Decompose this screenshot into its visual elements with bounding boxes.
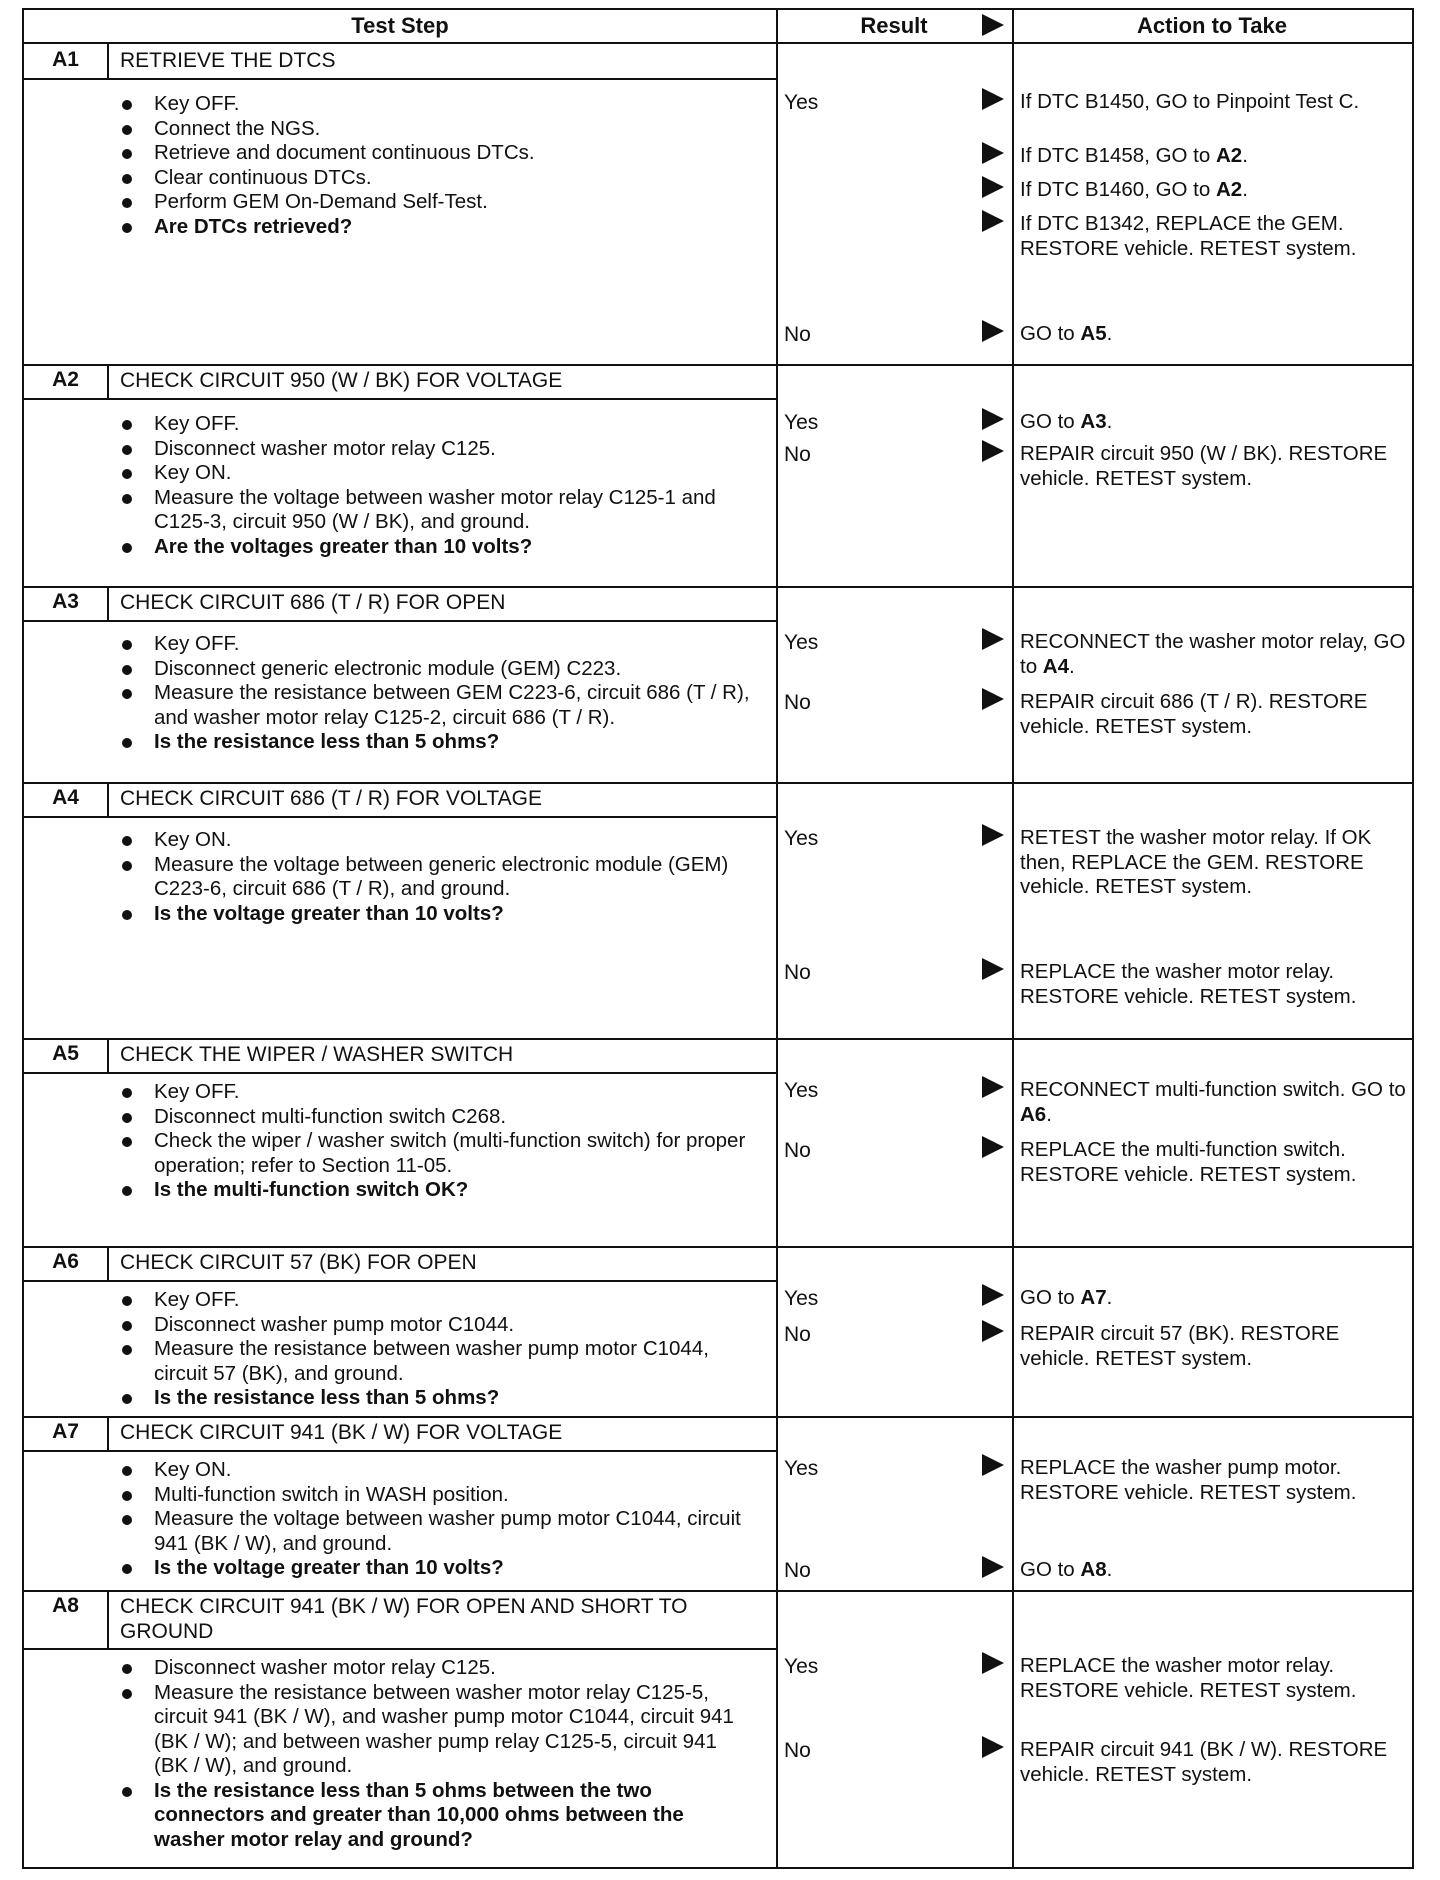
- step-id: A7: [52, 1420, 79, 1443]
- step-id-divider: [107, 364, 109, 398]
- action-step-ref: A8: [1080, 1558, 1107, 1581]
- step-instruction: Measure the voltage between washer pump motor C1044, circuit 941 (BK / W), and ground.: [112, 1507, 752, 1556]
- row-divider: [24, 364, 1412, 366]
- result-yes: Yes: [784, 631, 819, 654]
- action-text: REPLACE the washer pump motor. RESTORE vehicle. RETEST system.: [1020, 1456, 1357, 1504]
- step-instruction: Key OFF.: [112, 92, 752, 117]
- step-instruction: Clear continuous DTCs.: [112, 166, 752, 191]
- title-divider: [24, 1072, 776, 1074]
- action-text: REPLACE the washer motor relay. RESTORE vehicle. RETEST system.: [1020, 1654, 1357, 1702]
- step-instruction: Key OFF.: [112, 412, 752, 437]
- step-id: A4: [52, 786, 79, 809]
- header-result-label: Result: [860, 13, 928, 38]
- result-no: No: [784, 443, 811, 466]
- result-no: No: [784, 1323, 811, 1346]
- arrow-right-icon: [982, 824, 1004, 846]
- step-instruction: Key OFF.: [112, 1288, 752, 1313]
- step-instruction: Key ON.: [112, 1458, 752, 1483]
- step-instruction: Key OFF.: [112, 632, 752, 657]
- result-yes: Yes: [784, 91, 819, 114]
- step-id: A8: [52, 1594, 79, 1617]
- step-title: CHECK CIRCUIT 941 (BK / W) FOR VOLTAGE: [120, 1421, 563, 1444]
- step-instruction: Measure the voltage between washer motor relay C125-1 and C125-3, circuit 950 (W / BK), and ground.: [112, 486, 752, 535]
- step-instruction: Multi-function switch in WASH position.: [112, 1483, 752, 1508]
- arrow-right-icon: [982, 320, 1004, 342]
- step-instructions: [112, 92, 752, 239]
- step-id-divider: [107, 1590, 109, 1648]
- step-question: Is the resistance less than 5 ohms?: [112, 730, 752, 755]
- result-yes: Yes: [784, 1079, 819, 1102]
- step-instruction: Measure the resistance between washer motor relay C125-5, circuit 941 (BK / W), and washer pump motor C1044, circuit 941 (BK / W); and between washer pump relay C125-5, circuit 941 (BK / W), and ground.: [112, 1681, 752, 1779]
- step-instructions: [112, 1656, 752, 1852]
- result-yes: Yes: [784, 1655, 819, 1678]
- action-step-ref: A4: [1042, 654, 1070, 678]
- step-instruction: Key ON.: [112, 461, 752, 486]
- step-question: Are DTCs retrieved?: [112, 215, 752, 240]
- step-id-divider: [107, 782, 109, 816]
- arrow-right-icon: [982, 1136, 1004, 1158]
- action-text: RECONNECT the washer motor relay, GO to A4.: [1020, 630, 1406, 678]
- action-text: REPAIR circuit 950 (W / BK). RESTORE vehicle. RETEST system.: [1020, 442, 1388, 490]
- step-instruction: Disconnect washer pump motor C1044.: [112, 1313, 752, 1338]
- arrow-right-icon: [982, 958, 1004, 980]
- step-id-divider: [107, 1416, 109, 1450]
- result-no: No: [784, 1559, 811, 1582]
- arrow-right-icon: [982, 1652, 1004, 1674]
- action-text: REPAIR circuit 57 (BK). RESTORE vehicle. RETEST system.: [1020, 1322, 1340, 1370]
- arrow-right-icon: [982, 1736, 1004, 1758]
- step-question: Is the resistance less than 5 ohms between the two connectors and greater than 10,000 ohms between the washer motor relay and ground?: [112, 1779, 752, 1853]
- action-step-ref: A7: [1080, 1286, 1107, 1309]
- test-step-a3: [24, 586, 1412, 782]
- arrow-right-icon: [982, 176, 1004, 198]
- step-question: Are the voltages greater than 10 volts?: [112, 535, 752, 560]
- action-text: If DTC B1458, GO to A2.: [1020, 144, 1248, 167]
- test-step-a2: [24, 364, 1412, 586]
- arrow-right-icon: [982, 1320, 1004, 1342]
- action-text: REPAIR circuit 686 (T / R). RESTORE vehicle. RETEST system.: [1020, 690, 1368, 738]
- header-test-step: Test Step: [24, 10, 776, 44]
- action-text: REPLACE the multi-function switch. RESTORE vehicle. RETEST system.: [1020, 1138, 1357, 1186]
- result-yes: Yes: [784, 411, 819, 434]
- step-title: CHECK CIRCUIT 950 (W / BK) FOR VOLTAGE: [120, 369, 563, 392]
- result-no: No: [784, 323, 811, 346]
- action-text: RETEST the washer motor relay. If OK then, REPLACE the GEM. RESTORE vehicle. RETEST system.: [1020, 826, 1372, 898]
- step-id: A2: [52, 368, 79, 391]
- step-id: A5: [52, 1042, 79, 1065]
- step-instruction: Disconnect generic electronic module (GEM) C223.: [112, 657, 752, 682]
- step-id: A1: [52, 48, 79, 71]
- step-id-divider: [107, 1038, 109, 1072]
- action-text: If DTC B1450, GO to Pinpoint Test C.: [1020, 90, 1360, 113]
- action-step-ref: A5: [1080, 322, 1107, 345]
- test-step-a8: [24, 1590, 1412, 1867]
- step-id-divider: [107, 1246, 109, 1280]
- step-title: CHECK CIRCUIT 941 (BK / W) FOR OPEN AND SHORT TO GROUND: [120, 1595, 688, 1643]
- step-id: A6: [52, 1250, 79, 1273]
- test-step-a7: [24, 1416, 1412, 1590]
- action-text: REPAIR circuit 941 (BK / W). RESTORE vehicle. RETEST system.: [1020, 1738, 1388, 1786]
- action-text: GO to A3.: [1020, 410, 1113, 433]
- step-instruction: Disconnect washer motor relay C125.: [112, 1656, 752, 1681]
- action-text: GO to A5.: [1020, 322, 1113, 345]
- title-divider: [24, 1450, 776, 1452]
- row-divider: [24, 1590, 1412, 1592]
- arrow-right-icon: [982, 688, 1004, 710]
- action-text: If DTC B1460, GO to A2.: [1020, 178, 1248, 201]
- step-instruction: Disconnect multi-function switch C268.: [112, 1105, 752, 1130]
- result-no: No: [784, 1739, 811, 1762]
- title-divider: [24, 1280, 776, 1282]
- title-divider: [24, 398, 776, 400]
- step-instruction: Retrieve and document continuous DTCs.: [112, 141, 752, 166]
- step-instruction: Measure the resistance between GEM C223-6, circuit 686 (T / R), and washer motor relay C125-2, circuit 686 (T / R).: [112, 681, 752, 730]
- action-text: If DTC B1342, REPLACE the GEM. RESTORE vehicle. RETEST system.: [1020, 212, 1357, 260]
- step-instruction: Measure the voltage between generic electronic module (GEM) C223-6, circuit 686 (T / R), and ground.: [112, 853, 752, 902]
- step-question: Is the voltage greater than 10 volts?: [112, 1556, 752, 1581]
- test-step-a4: [24, 782, 1412, 1038]
- step-instructions: [112, 1458, 752, 1581]
- arrow-right-icon: [982, 1284, 1004, 1306]
- step-question: Is the multi-function switch OK?: [112, 1178, 752, 1203]
- title-divider: [24, 620, 776, 622]
- result-no: No: [784, 1139, 811, 1162]
- step-title: CHECK CIRCUIT 686 (T / R) FOR VOLTAGE: [120, 787, 543, 810]
- arrow-right-icon: [982, 1454, 1004, 1476]
- action-text: REPLACE the washer motor relay. RESTORE vehicle. RETEST system.: [1020, 960, 1357, 1008]
- test-step-a5: [24, 1038, 1412, 1246]
- step-instructions: [112, 1288, 752, 1411]
- arrow-right-icon: [982, 1076, 1004, 1098]
- step-instructions: [112, 632, 752, 755]
- row-divider: [24, 1416, 1412, 1418]
- action-step-ref: A6: [1020, 1102, 1047, 1126]
- row-divider: [24, 1246, 1412, 1248]
- arrow-right-icon: [982, 142, 1004, 164]
- result-yes: Yes: [784, 1287, 819, 1310]
- step-instruction: Perform GEM On-Demand Self-Test.: [112, 190, 752, 215]
- step-id: A3: [52, 590, 79, 613]
- row-divider: [24, 1038, 1412, 1040]
- step-instruction: Disconnect washer motor relay C125.: [112, 437, 752, 462]
- action-step-ref: A2: [1215, 144, 1243, 167]
- action-step-ref: A3: [1080, 410, 1107, 433]
- result-yes: Yes: [784, 827, 819, 850]
- action-text: GO to A7.: [1020, 1286, 1113, 1309]
- action-text: GO to A8.: [1020, 1558, 1113, 1581]
- action-text: RECONNECT multi-function switch. GO to A6.: [1020, 1078, 1406, 1126]
- test-step-a6: [24, 1246, 1412, 1416]
- title-divider: [24, 78, 776, 80]
- step-instruction: Measure the resistance between washer pump motor C1044, circuit 57 (BK), and ground.: [112, 1337, 752, 1386]
- test-step-a1: [24, 44, 1412, 364]
- step-instruction: Check the wiper / washer switch (multi-function switch) for proper operation; refer to Section 11-05.: [112, 1129, 752, 1178]
- step-question: Is the voltage greater than 10 volts?: [112, 902, 752, 927]
- row-divider: [24, 586, 1412, 588]
- diagnostic-table: [22, 8, 1414, 1869]
- step-instruction: Connect the NGS.: [112, 117, 752, 142]
- step-question: Is the resistance less than 5 ohms?: [112, 1386, 752, 1411]
- step-instruction: Key OFF.: [112, 1080, 752, 1105]
- title-divider: [24, 816, 776, 818]
- result-no: No: [784, 961, 811, 984]
- arrow-right-icon: [982, 1556, 1004, 1578]
- step-title: CHECK THE WIPER / WASHER SWITCH: [120, 1043, 514, 1066]
- row-divider: [24, 782, 1412, 784]
- arrow-right-icon: [982, 88, 1004, 110]
- step-instructions: [112, 412, 752, 559]
- title-divider: [24, 1648, 776, 1650]
- action-step-ref: A2: [1215, 178, 1243, 201]
- arrow-right-icon: [982, 210, 1004, 232]
- arrow-right-icon: [982, 440, 1004, 462]
- header-action: Action to Take: [1012, 10, 1412, 44]
- arrow-right-icon: [982, 408, 1004, 430]
- result-no: No: [784, 691, 811, 714]
- step-title: CHECK CIRCUIT 57 (BK) FOR OPEN: [120, 1251, 477, 1274]
- step-instructions: [112, 828, 752, 926]
- step-instructions: [112, 1080, 752, 1203]
- step-id-divider: [107, 44, 109, 78]
- step-title: CHECK CIRCUIT 686 (T / R) FOR OPEN: [120, 591, 506, 614]
- arrow-right-icon: [982, 628, 1004, 650]
- header-arrow-icon: [982, 14, 1004, 36]
- step-id-divider: [107, 586, 109, 620]
- step-title: RETRIEVE THE DTCS: [120, 49, 336, 72]
- result-yes: Yes: [784, 1457, 819, 1480]
- step-instruction: Key ON.: [112, 828, 752, 853]
- header-result: [776, 10, 1012, 44]
